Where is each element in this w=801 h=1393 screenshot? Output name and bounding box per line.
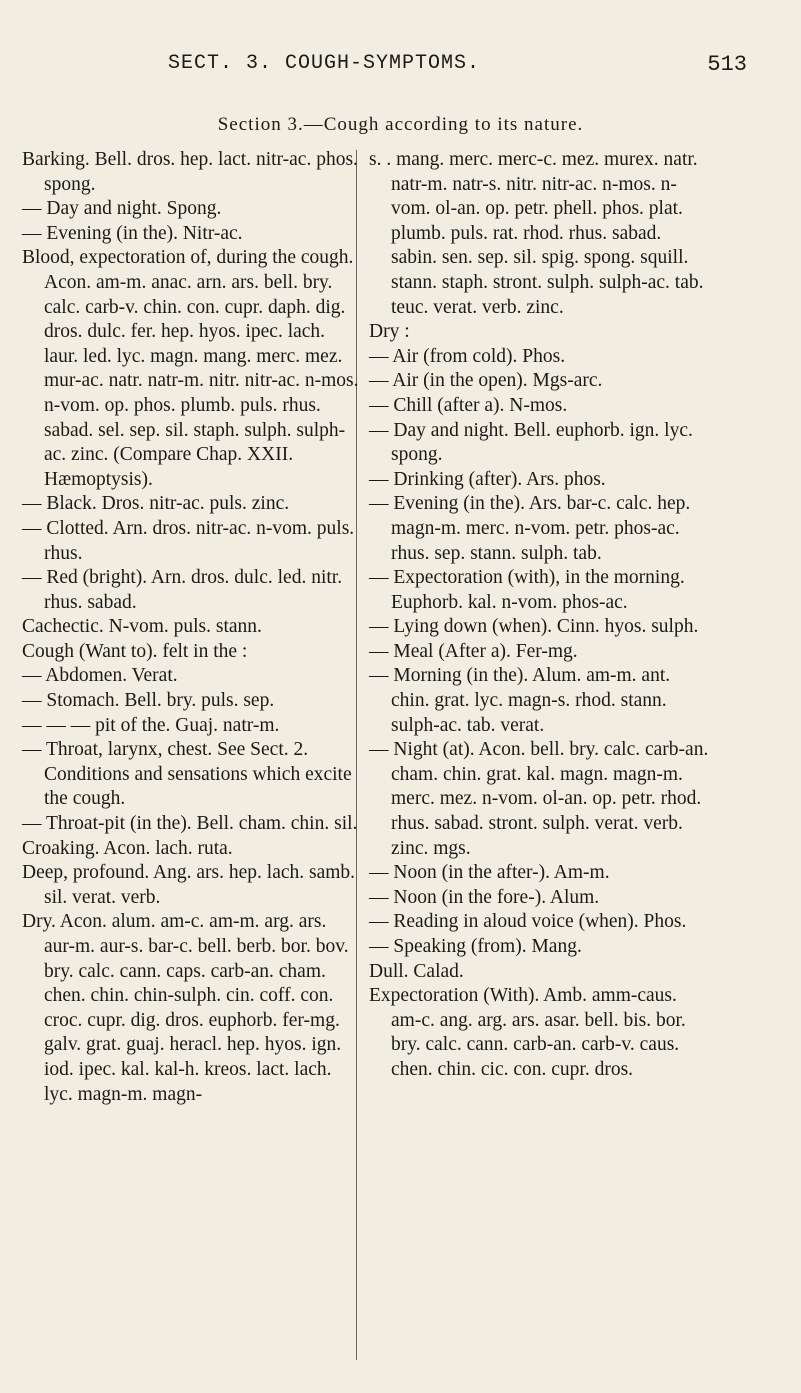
entry: — Chill (after a). N-mos.	[369, 394, 568, 416]
entry: — Lying down (when). Cinn. hyos. sulph.	[369, 616, 699, 638]
entry: — Air (from cold). Phos.	[369, 345, 566, 367]
entry: — Throat, larynx, chest. See Sect. 2. Conditions and sensations which excite the cough.	[22, 739, 352, 810]
entry: Croaking. Acon. lach. ruta.	[22, 837, 233, 859]
right-column	[369, 148, 709, 1083]
section-title: Section 3.—Cough according to its nature.	[217, 114, 584, 135]
entry: Dry :	[369, 321, 410, 343]
entry: — Evening (in the). Ars. bar-c. calc. hep. magn-m. merc. n-vom. petr. phos-ac. rhus. sep. stann. sulph. tab.	[369, 493, 691, 564]
entry: Blood, expectoration of, during the cough. Acon. am-m. anac. arn. ars. bell. bry. calc. carb-v. chin. con. cupr. daph. dig. dros. dulc. fer. hep. hyos. ipec. lach. laur. led. lyc. magn. mang. merc. mez. mur-ac. natr. natr-m. nitr. nitr-ac. n-mos. n-vom. op. phos. plumb. puls. rhus. sabad. sel. sep. sil. staph. sulph. sulph-ac. zinc. (Compare Chap. XXII. Hæmoptysis).	[22, 247, 359, 490]
entry: Deep, profound. Ang. ars. hep. lach. samb. sil. verat. verb.	[22, 862, 356, 908]
running-title: SECT. 3. COUGH-SYMPTOMS.	[168, 52, 481, 75]
page-number: 513	[707, 52, 747, 77]
entry: — Throat-pit (in the). Bell. cham. chin. sil.	[22, 813, 358, 835]
entry: — Noon (in the after-). Am-m.	[369, 862, 610, 884]
entry: — Stomach. Bell. bry. puls. sep.	[22, 690, 275, 712]
entry: — Drinking (after). Ars. phos.	[369, 468, 606, 490]
entry: — Reading in aloud voice (when). Phos.	[369, 911, 687, 933]
entry: Cough (Want to). felt in the :	[22, 640, 248, 662]
entry: s. . mang. merc. merc-c. mez. murex. natr. natr-m. natr-s. nitr. nitr-ac. n-mos. n-vom. ol-an. op. petr. phell. phos. plat. plumb. puls. rat. rhod. rhus. sabad. sabin. sen. sep. sil. spig. spong. squill. stann. staph. stront. sulph. sulph-ac. tab. teuc. verat. verb. zinc.	[369, 149, 704, 318]
entry: — Evening (in the). Nitr-ac.	[22, 222, 243, 244]
entry: — — — pit of the. Guaj. natr-m.	[22, 714, 280, 736]
entry: — Expectoration (with), in the morning. Euphorb. kal. n-vom. phos-ac.	[369, 567, 685, 613]
entry: — Clotted. Arn. dros. nitr-ac. n-vom. puls. rhus.	[22, 517, 355, 564]
entry: — Abdomen. Verat.	[22, 665, 178, 687]
entry: — Night (at). Acon. bell. bry. calc. carb-an. cham. chin. grat. kal. magn. magn-m. merc. mez. n-vom. ol-an. op. petr. rhod. rhus. sabad. stront. sulph. verat. verb. zinc. mgs.	[369, 739, 709, 859]
running-header	[0, 52, 801, 82]
entry: — Day and night. Bell. euphorb. ign. lyc. spong.	[369, 419, 693, 466]
entry: Expectoration (With). Amb. amm-caus. am-c. ang. arg. ars. asar. bell. bis. bor. bry. calc. cann. carb-an. carb-v. caus. chen. chin. cic. con. cupr. dros.	[369, 985, 686, 1080]
entry: — Black. Dros. nitr-ac. puls. zinc.	[22, 493, 290, 515]
entry: — Noon (in the fore-). Alum.	[369, 886, 600, 908]
entry: — Day and night. Spong.	[22, 198, 222, 220]
entry: — Speaking (from). Mang.	[369, 936, 582, 957]
entry: — Red (bright). Arn. dros. dulc. led. nitr. rhus. sabad.	[22, 567, 343, 613]
entry: Cachectic. N-vom. puls. stann.	[22, 616, 262, 638]
entry: Dull. Calad.	[369, 960, 464, 982]
entry: — Meal (After a). Fer-mg.	[369, 640, 578, 662]
entry: — Air (in the open). Mgs-arc.	[369, 370, 603, 392]
entry: Dry. Acon. alum. am-c. am-m. arg. ars. aur-m. aur-s. bar-c. bell. berb. bor. bov. bry. calc. cann. caps. carb-an. cham. chen. chin. chin-sulph. cin. coff. con. croc. cupr. dig. dros. euphorb. fer-mg. galv. grat. guaj. heracl. hep. hyos. ign. iod. ipec. kal. kal-h. kreos. lact. lach. lyc. magn-m. magn-	[22, 911, 349, 1105]
entry: — Morning (in the). Alum. am-m. ant. chin. grat. lyc. magn-s. rhod. stann. sulph-ac. tab. verat.	[369, 665, 671, 736]
left-column	[22, 148, 362, 1107]
entry: Barking. Bell. dros. hep. lact. nitr-ac. phos. spong.	[22, 149, 358, 195]
